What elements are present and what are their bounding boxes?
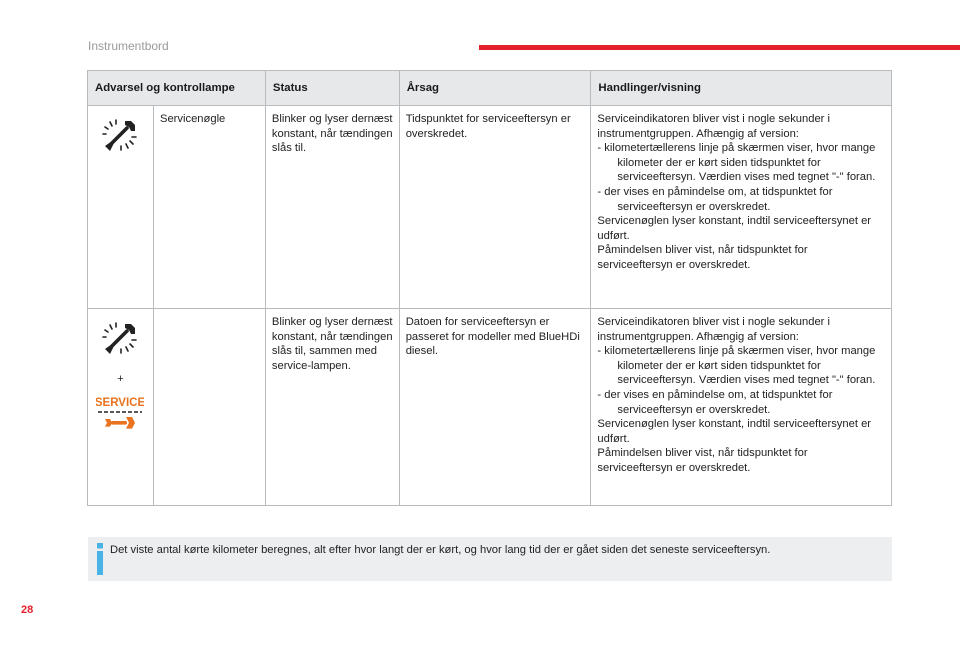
action-item: - kilometertællerens linje på skærmen viser, hvor mange kilometer der er kørt siden tidspunktet for serviceeftersyn. Værdien vises med tegnet "-" foran. [597,142,876,184]
table-header-row [88,71,892,106]
lamp-name [153,309,265,506]
status-text: Blinker og lyser dernæst konstant, når tændingen slås til. [265,106,399,309]
action-item: - kilometertællerens linje på skærmen viser, hvor mange kilometer der er kørt siden tidspunktet for serviceeftersyn. Værdien vises med tegnet "-" foran. [597,345,876,387]
plus-sign: + [117,372,124,385]
service-lamp-icon [96,395,144,438]
lamp-icon-cell [88,309,154,506]
action-outro: Påmindelsen bliver vist, når tidspunktet for serviceeftersyn er overskredet. [597,244,808,271]
cause-text: Tidspunktet for serviceeftersyn er overskredet. [399,106,591,309]
accent-bar [479,45,960,50]
table-row [88,106,892,309]
info-text: Det viste antal kørte kilometer beregnes, alt efter hvor langt der er kørt, og hvor lang tid der er gået siden det seneste serviceeftersyn. [110,544,771,556]
action-outro: Servicenøglen lyser konstant, indtil serviceeftersynet er udført. [597,418,872,445]
column-header-status: Status [265,71,399,106]
table-row [88,309,892,506]
lamp-icon-cell [88,106,154,309]
wrench-service-icon [100,319,140,364]
action-intro: Serviceindikatoren bliver vist i nogle sekunder i instrumentgruppen. Afhængig af version: [597,113,830,140]
column-header-cause: Årsag [399,71,591,106]
column-header-lamp: Advarsel og kontrollampe [88,71,266,106]
cause-text: Datoen for serviceeftersyn er passeret for modeller med BlueHDi diesel. [399,309,591,506]
action-intro: Serviceindikatoren bliver vist i nogle sekunder i instrumentgruppen. Afhængig af version: [597,316,830,343]
info-box [88,537,892,581]
page-number: 28 [21,604,34,616]
info-icon [97,543,103,580]
lamp-name: Servicenøgle [153,106,265,309]
action-item: - der vises en påmindelse om, at tidspunktet for serviceeftersyn er overskredet. [597,185,833,213]
action-text [591,106,892,309]
column-header-actions: Handlinger/visning [591,71,892,106]
section-title: Instrumentbord [88,39,169,53]
warning-lamp-table [87,70,892,506]
status-text: Blinker og lyser dernæst konstant, når tændingen slås til, sammen med service-lampen. [265,309,399,506]
action-text [591,309,892,506]
action-outro: Påmindelsen bliver vist, når tidspunktet for serviceeftersyn er overskredet. [597,447,808,474]
wrench-service-icon [100,116,140,161]
service-label: SERVICE [96,397,145,410]
action-item: - der vises en påmindelse om, at tidspunktet for serviceeftersyn er overskredet. [597,388,833,416]
action-outro: Servicenøglen lyser konstant, indtil serviceeftersynet er udført. [597,215,872,242]
